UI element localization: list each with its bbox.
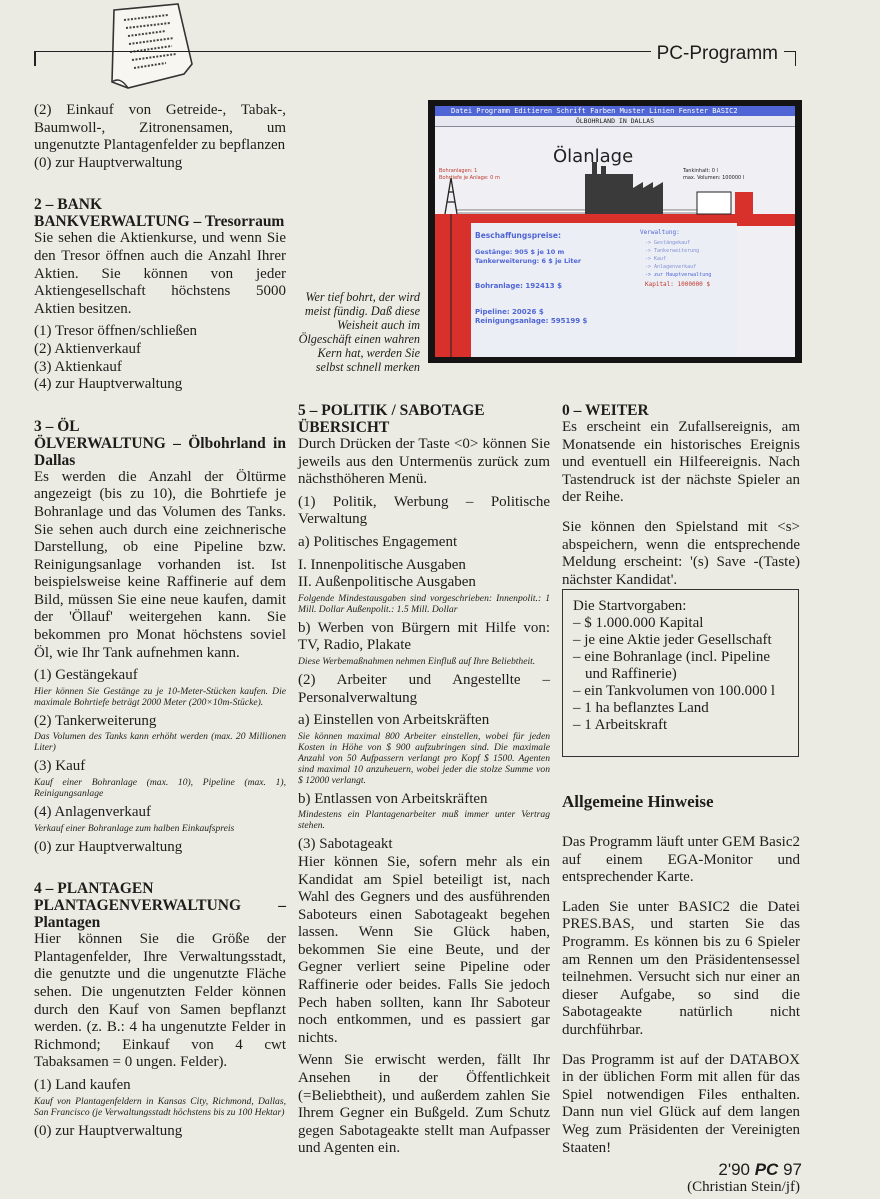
oil-field-scene bbox=[435, 126, 795, 357]
magazine-logo: PC bbox=[754, 1160, 779, 1179]
scene-info: Tankinhalt: 0 l bbox=[683, 168, 718, 174]
price-pipeline: Pipeline: 20026 $ bbox=[475, 308, 544, 316]
section-label: PC-Programm bbox=[651, 43, 784, 65]
bank-item: (1) Tresor öffnen/schließen bbox=[34, 323, 198, 340]
author: (Christian Stein/jf) bbox=[687, 1179, 800, 1196]
oel-item: (1) Gestängekauf bbox=[34, 667, 138, 684]
window-title: ÖLBOHRLAND IN DALLAS bbox=[435, 116, 795, 127]
page-footer bbox=[718, 1160, 802, 1180]
oel-item: (3) Kauf bbox=[34, 758, 86, 775]
politik-note: Sie können maximal 800 Arbeiter einstellen, wobei für jeden Kosten in Höhe von $ 900 aufzubringen sind. Die maximale Anzahl von 50 Aufpassern verlangt pro Kopf $ 1500. Agenten sind maximal 10 anzuheuern, wobei jeder die stolze Summe von $ 12000 verlangt. bbox=[298, 730, 550, 786]
hinweise-heading: Allgemeine Hinweise bbox=[562, 792, 714, 811]
politik-item: (2) Arbeiter und Angestellte – Personalverwaltung bbox=[298, 671, 550, 706]
hinweise-text: Das Programm ist auf der DATABOX in der üblichen Form mit allen für das Spiel notwendigen Files enthalten. Dann nun viel Glück auf dem langen Weg zum Präsidenten der Vereinigten Staaten! bbox=[562, 1051, 800, 1156]
weiter-heading: 0 – WEITER bbox=[562, 402, 649, 419]
politik-sub: II. Außenpolitische Ausgaben bbox=[298, 574, 476, 591]
politik-item: (1) Politik, Werbung – Politische Verwaltung bbox=[298, 493, 550, 528]
oel-item: (0) zur Hauptverwaltung bbox=[34, 838, 183, 855]
image-caption: Wer tief bohrt, der wird meist fündig. Daß diese Weisheit auch im Ölgeschäft einen wahren Kern hat, werden Sie selbst schnell merken bbox=[298, 290, 420, 374]
plantagen-heading: 4 – PLANTAGEN bbox=[34, 880, 154, 898]
politik-sub: b) Entlassen von Arbeitskräften bbox=[298, 790, 488, 807]
scene-info: Bohranlagen: 1 bbox=[439, 168, 478, 174]
hinweise-text: Laden Sie unter BASIC2 die Datei PRES.BAS, und starten Sie das Programm. Es können bis zu 6 Spieler am Rennen um den Präsidentensessel teilnehmen. Versucht sich nur einer an dieser Aufgabe, so sind die Sabotageakte natürlich nicht durchführbar. bbox=[562, 898, 800, 1038]
oel-item: (4) Anlagenverkauf bbox=[34, 804, 152, 821]
box-item: – je eine Aktie jeder Gesellschaft bbox=[573, 632, 772, 648]
bank-item: (4) zur Hauptverwaltung bbox=[34, 376, 183, 393]
box-item: – 1 Arbeitskraft bbox=[573, 717, 668, 733]
verwaltung-item: -> Gestängekauf bbox=[645, 240, 691, 246]
column-1 bbox=[34, 102, 286, 1140]
plantagen-note: Kauf von Plantagenfeldern in Kansas City, Richmond, Dallas, San Francisco (je Verwaltungsstadt höchstens bis zu 100 Hektar) bbox=[34, 1095, 286, 1118]
oel-note: Hier können Sie Gestänge zu je 10-Meter-Stücken kaufen. Die maximale Bohrtiefe beträgt 2000 Meter (200×10m-Stücke). bbox=[34, 685, 286, 708]
oel-note: Das Volumen des Tanks kann erhöht werden (max. 20 Millionen Liter) bbox=[34, 731, 286, 754]
politik-heading: 5 – POLITIK / SABOTAGE bbox=[298, 402, 485, 419]
plantagen-item: (0) zur Hauptverwaltung bbox=[34, 1122, 183, 1139]
bank-text: Sie sehen die Aktienkurse, und wenn Sie den Tresor öffnen auch die Anzahl Ihrer Aktien. Sie können von jeder Aktiengesellschaft höchstens 5000 Aktien besitzen. bbox=[34, 230, 286, 317]
oel-text: Es werden die Anzahl der Öltürme angezeigt (bis zu 10), die Bohrtiefe je Bohranlage und das Volumen des Tanks. Sie sehen auch durch eine zeichnerische Darstellung, ob eine Pipeline bzw. Reinigungsanlage vorhanden ist. Ist beispielsweise keine Raffinerie auf dem Bild, müssen Sie eine neue kaufen, damit der 'Öllauf' weitergehen kann. Sie bekommen pro Monat höchstens soviel Öl, wie Ihr Tank aufnehmen kann. bbox=[34, 468, 286, 661]
weiter-text: Sie können den Spielstand mit <s> abspeichern, wenn die entsprechende Meldung erscheint: '(s) Save -(Taste) nächster Kandidat'. bbox=[562, 518, 800, 588]
sabotage-text: Wenn Sie erwischt werden, fällt Ihr Ansehen in der Öffentlichkeit (=Beliebtheit), und außerdem zahlen Sie Ihrem Gegner ein Bußgeld. Zum Schutz gegen Sabotageakte stellt man Aufpasser und Agenten ein. bbox=[298, 1052, 550, 1157]
refinery-factory-icon bbox=[585, 162, 663, 214]
menu-bar: Datei Programm Editieren Schrift Farben Muster Linien Fenster BASIC2 bbox=[435, 106, 795, 116]
plantagen-text: Hier können Sie die Größe der Plantagenfelder, Ihre Verwaltungsstadt, die genutzte und die ungenutzte Fläche sehen. Die ungenutzten Felder können durch den Kauf von Samen bepflanzt werden. (z. B.: 4 ha ungenutzte Felder in Richmond; Einkauf von 4 cwt Tabaksamen = 0 ungen. Felder). bbox=[34, 931, 286, 1071]
price-line: Gestänge: 905 $ je 10 m bbox=[475, 248, 565, 256]
sabotage-text: Hier können Sie, sofern mehr als ein Kandidat am Spiel beteiligt ist, nach Wahl des Gegners und des ausführenden Saboteurs einen Sabotageakt begehen lassen. Wenn Sie Glück haben, bekommen Sie eine Beute, und der Gegner verliert seine Pipeline oder Raffinerie oder beides. Falls Sie jedoch Pech haben sollten, kann Ihr Saboteur noch entkommen, und es passiert gar nichts. bbox=[298, 853, 550, 1046]
scene-title: Ölanlage bbox=[553, 146, 634, 167]
hinweise-column bbox=[562, 793, 800, 1197]
intro-line: (2) Einkauf von Getreide-, Tabak-, Baumwoll-, Zitronensamen, um ungenutzte Plantagenfelder zu bepflanzen bbox=[34, 102, 286, 154]
hinweise-text: Das Programm läuft unter GEM Basic2 auf einem EGA-Monitor und entsprechender Karte. bbox=[562, 834, 800, 886]
box-item: – eine Bohranlage (incl. Pipeline und Raffinerie) bbox=[573, 649, 771, 682]
verwaltung-item: -> Kauf bbox=[645, 256, 667, 262]
box-item: – $ 1.000.000 Kapital bbox=[573, 615, 704, 631]
monitor-screen bbox=[435, 106, 795, 357]
oel-subheading: ÖLVERWALTUNG – Ölbohrland in Dallas bbox=[34, 434, 286, 469]
verwaltung-item: -> Anlagenverkauf bbox=[645, 264, 697, 270]
politik-sub: a) Einstellen von Arbeitskräften bbox=[298, 712, 490, 729]
column-3 bbox=[562, 402, 800, 589]
verwaltung-heading: Verwaltung: bbox=[640, 229, 680, 236]
page-number: 97 bbox=[783, 1160, 802, 1179]
bank-item: (3) Aktienkauf bbox=[34, 358, 122, 375]
oel-item: (2) Tankerweiterung bbox=[34, 712, 157, 729]
politik-subheading: ÜBERSICHT bbox=[298, 419, 390, 436]
kapital: Kapital: 1000000 $ bbox=[645, 281, 711, 288]
game-screenshot bbox=[428, 100, 802, 363]
politik-note: Folgende Mindestausgaben sind vorgeschrieben: Innenpolit.: 1 Mill. Dollar Außenpolit.: 1.5 Mill. Dollar bbox=[298, 592, 550, 615]
price-line: Tankerweiterung: 6 $ je Liter bbox=[475, 257, 582, 265]
startvorgaben-box bbox=[562, 589, 799, 757]
verwaltung-item: -> zur Hauptverwaltung bbox=[645, 272, 712, 278]
plantagen-subheading: PLANTAGENVERWALTUNG – Plantagen bbox=[34, 897, 286, 932]
scene-info: Bohrtiefe je Anlage: 0 m bbox=[439, 175, 500, 181]
politik-sub: I. Innenpolitische Ausgaben bbox=[298, 556, 466, 573]
bank-subheading: BANKVERWALTUNG – Tresorraum bbox=[34, 213, 285, 231]
box-item: – 1 ha beflanztes Land bbox=[573, 700, 709, 716]
oel-note: Verkauf einer Bohranlage zum halben Einkaufspreis bbox=[34, 822, 235, 834]
box-title: Die Startvorgaben: bbox=[573, 598, 687, 614]
politik-note: Diese Werbemaßnahmen nehmen Einfluß auf Ihre Beliebtheit. bbox=[298, 655, 536, 667]
intro-line: (0) zur Hauptverwaltung bbox=[34, 154, 183, 171]
politik-item: (3) Sabotageakt bbox=[298, 836, 393, 853]
politik-text: Durch Drücken der Taste <0> können Sie jeweils aus den Untermenüs zurück zum nächsthöheren Menü. bbox=[298, 436, 550, 488]
box-item: – ein Tankvolumen von 100.000 l bbox=[573, 683, 775, 699]
oil-tank-icon bbox=[697, 192, 731, 214]
politik-sub: a) Politisches Engagement bbox=[298, 533, 458, 550]
politik-note: Mindestens ein Plantagenarbeiter muß immer unter Vertrag stehen. bbox=[298, 809, 550, 832]
document-scroll-icon bbox=[100, 2, 196, 90]
verwaltung-item: -> Tankerweiterung bbox=[645, 248, 700, 254]
bank-heading: 2 – BANK bbox=[34, 196, 103, 214]
oel-heading: 3 – ÖL bbox=[34, 417, 80, 435]
bank-item: (2) Aktienverkauf bbox=[34, 340, 142, 357]
price-reinigung: Reinigungsanlage: 595199 $ bbox=[475, 317, 588, 325]
scene-info: max. Volumen: 100000 l bbox=[683, 175, 745, 181]
issue-number: 2'90 bbox=[718, 1160, 750, 1179]
weiter-text: Es erscheint ein Zufallsereignis, am Monatsende ein historisches Ereignis und eventuell ein Hilfeereignis. Nach Tastendruck ist der nächste Spieler an der Reihe. bbox=[562, 419, 800, 506]
politik-sub: b) Werben von Bürgern mit Hilfe von: TV, Radio, Plakate bbox=[298, 619, 550, 654]
price-bohranlage: Bohranlage: 192413 $ bbox=[475, 282, 562, 290]
plantagen-item: (1) Land kaufen bbox=[34, 1076, 131, 1093]
column-2 bbox=[298, 402, 550, 1158]
prices-heading: Beschaffungspreise: bbox=[475, 231, 561, 240]
oel-note: Kauf einer Bohranlage (max. 10), Pipeline (max. 1), Reinigungsanlage bbox=[34, 777, 286, 800]
oil-derrick-icon bbox=[445, 178, 457, 214]
